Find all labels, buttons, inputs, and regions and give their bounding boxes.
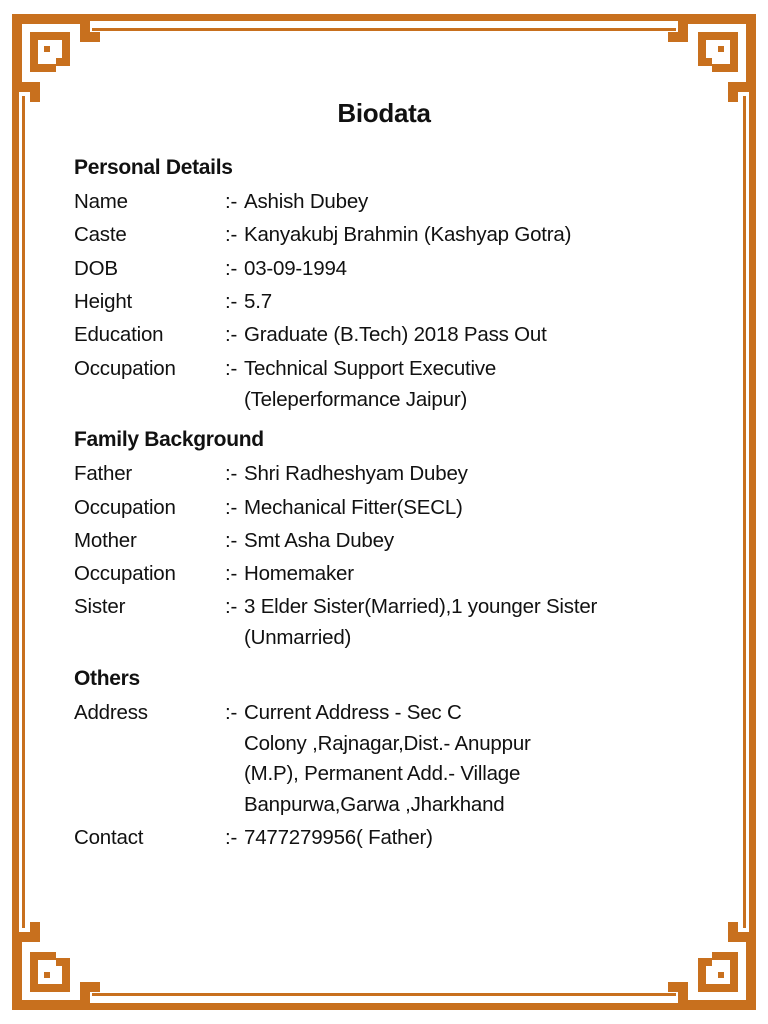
field-value: Ashish Dubey — [244, 190, 369, 213]
field-label: Height — [74, 290, 133, 313]
field-value-line: Colony ,Rajnagar,Dist.- Anuppur — [244, 731, 531, 755]
field-separator: :- — [225, 701, 238, 724]
corner-motif-bottom-left — [12, 922, 100, 1010]
page-title: Biodata — [337, 98, 431, 128]
field-value-line: Current Address - Sec C — [244, 701, 462, 724]
section-heading-personal-details: Personal Details — [74, 156, 233, 179]
field-separator: :- — [225, 223, 238, 246]
field-value: Shri Radheshyam Dubey — [244, 462, 468, 485]
field-label: Address — [74, 701, 148, 724]
field-separator: :- — [225, 496, 238, 519]
field-label: Education — [74, 323, 164, 346]
field-value-line: 3 Elder Sister(Married),1 younger Sister — [244, 595, 598, 618]
field-label: Mother — [74, 529, 137, 552]
field-value: Smt Asha Dubey — [244, 529, 394, 552]
field-value-line: (M.P), Permanent Add.- Village — [244, 762, 521, 785]
corner-motif-top-left — [12, 14, 100, 102]
field-separator: :- — [225, 357, 238, 380]
field-value: Mechanical Fitter(SECL) — [244, 496, 463, 519]
field-separator: :- — [225, 257, 238, 280]
field-value: Kanyakubj Brahmin (Kashyap Gotra) — [244, 223, 572, 246]
field-label: Sister — [74, 595, 126, 618]
field-label: DOB — [74, 257, 118, 280]
field-separator: :- — [225, 323, 238, 346]
field-separator: :- — [225, 190, 238, 213]
field-separator: :- — [225, 595, 238, 618]
section-heading-family-background: Family Background — [74, 428, 264, 451]
field-value-line: (Unmarried) — [244, 625, 352, 649]
field-value-line: (Teleperformance Jaipur) — [244, 387, 468, 411]
field-label: Contact — [74, 826, 144, 849]
field-value-multiline — [244, 354, 644, 415]
field-label: Name — [74, 190, 128, 213]
field-value-line: Technical Support Executive — [244, 357, 497, 380]
field-value-line: Banpurwa,Garwa ,Jharkhand — [244, 792, 505, 816]
field-separator: :- — [225, 462, 238, 485]
field-value: Graduate (B.Tech) 2018 Pass Out — [244, 323, 547, 346]
field-separator: :- — [225, 529, 238, 552]
field-value-multiline — [244, 592, 644, 653]
field-label: Occupation — [74, 562, 176, 585]
field-label: Father — [74, 462, 133, 485]
field-value: 03-09-1994 — [244, 257, 347, 280]
field-value-multiline — [244, 698, 644, 820]
section-heading-others: Others — [74, 667, 140, 690]
field-separator: :- — [225, 290, 238, 313]
field-separator: :- — [225, 826, 238, 849]
field-label: Occupation — [74, 496, 176, 519]
corner-motif-top-right — [668, 14, 756, 102]
field-label: Occupation — [74, 357, 176, 380]
field-value: 5.7 — [244, 290, 272, 313]
field-separator: :- — [225, 562, 238, 585]
corner-motif-bottom-right — [668, 922, 756, 1010]
field-label: Caste — [74, 223, 127, 246]
field-value: Homemaker — [244, 562, 354, 585]
field-value: 7477279956( Father) — [244, 826, 433, 849]
